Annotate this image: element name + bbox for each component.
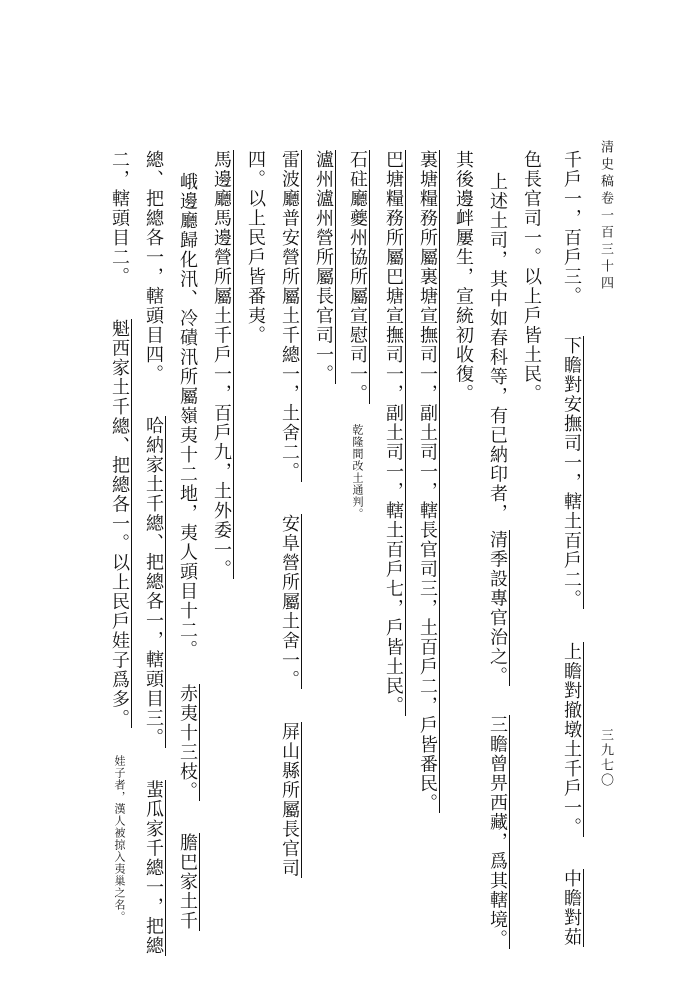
text-segment: 屏山縣所屬長官司	[279, 721, 300, 878]
text-segment: 哈納家土千總、把總各一，轄頭目三。	[143, 416, 164, 748]
text-segment: 膽巴家土千	[177, 833, 198, 931]
text-segment: 馬邊廳馬邊營所屬土千戶一，百戶九，土外委一。	[211, 150, 232, 579]
running-header: 清史稿卷一百三十四	[598, 140, 613, 293]
text-segment: 石砫廳夔州協所屬宣慰司一。	[347, 150, 368, 404]
text-segment: 中瞻對茹	[561, 869, 582, 948]
text-column-3	[486, 172, 508, 949]
text-segment: 上瞻對撤墩土千戶一。	[561, 641, 582, 837]
text-segment: 巴塘糧務所屬巴塘宣撫司一，副土司一，轄土百戶七，戶皆土民。	[383, 150, 404, 716]
text-segment: 赤夷十三枝。	[177, 683, 198, 801]
text-column-14	[108, 150, 130, 923]
text-column-12	[176, 172, 198, 931]
text-segment: 魁西家土千總、把總各一。以上民戶娃子爲多。	[109, 318, 130, 729]
text-column-9	[278, 150, 300, 878]
text-column-6	[382, 150, 404, 716]
text-column-5	[416, 150, 438, 813]
text-column-13	[142, 150, 164, 956]
text-segment: 下瞻對安撫司一，轄土百戶二。	[561, 336, 582, 610]
text-segment: 雷波廳普安營所屬土千總一，土舍二。	[279, 150, 300, 482]
text-segment: 峨邊廳歸化汛、冷磧汛所屬嶺夷十二地，夷人頭目十二。	[177, 172, 198, 660]
text-segment: 清季設專官治之。	[487, 530, 508, 687]
text-segment: 上述土司，其中如春科等，有已納印者，	[487, 172, 508, 523]
inline-note: 乾隆間改土通判。	[351, 423, 364, 520]
text-column-2	[520, 150, 542, 404]
text-column-11	[210, 150, 232, 579]
text-column-8	[312, 150, 334, 384]
text-segment: 裏塘糧務所屬裏塘宣撫司一，副土司一，轄長官司三，土百戶二，戶皆番民。	[417, 150, 438, 813]
text-segment: 二，轄頭目二。	[109, 150, 130, 287]
text-segment: 其後邊衅屢生，宣統初收復。	[453, 150, 474, 404]
text-segment: 瀘州瀘州營所屬長官司一。	[313, 150, 334, 384]
text-column-10	[244, 150, 266, 345]
text-column-7	[346, 150, 368, 520]
text-segment: 安阜營所屬土舍一。	[279, 513, 300, 690]
text-segment: 四。以上民戶皆番夷。	[245, 150, 266, 345]
text-segment: 三瞻曾畀西藏，爲其轄境。	[487, 714, 508, 949]
text-segment: 總、把總各一，轄頭目四。	[143, 150, 164, 384]
text-segment: 千戶一，百戶三。	[561, 150, 582, 306]
text-column-1	[560, 150, 582, 947]
text-column-4	[452, 150, 474, 404]
page-number: 三九七〇	[598, 728, 613, 788]
text-segment: 蜚瓜家千總一，把總	[143, 780, 164, 956]
text-segment: 色長官司一。以上戶皆土民。	[521, 150, 542, 404]
inline-note: 娃子者，漢人被掠入夷巢之名。	[113, 754, 126, 923]
